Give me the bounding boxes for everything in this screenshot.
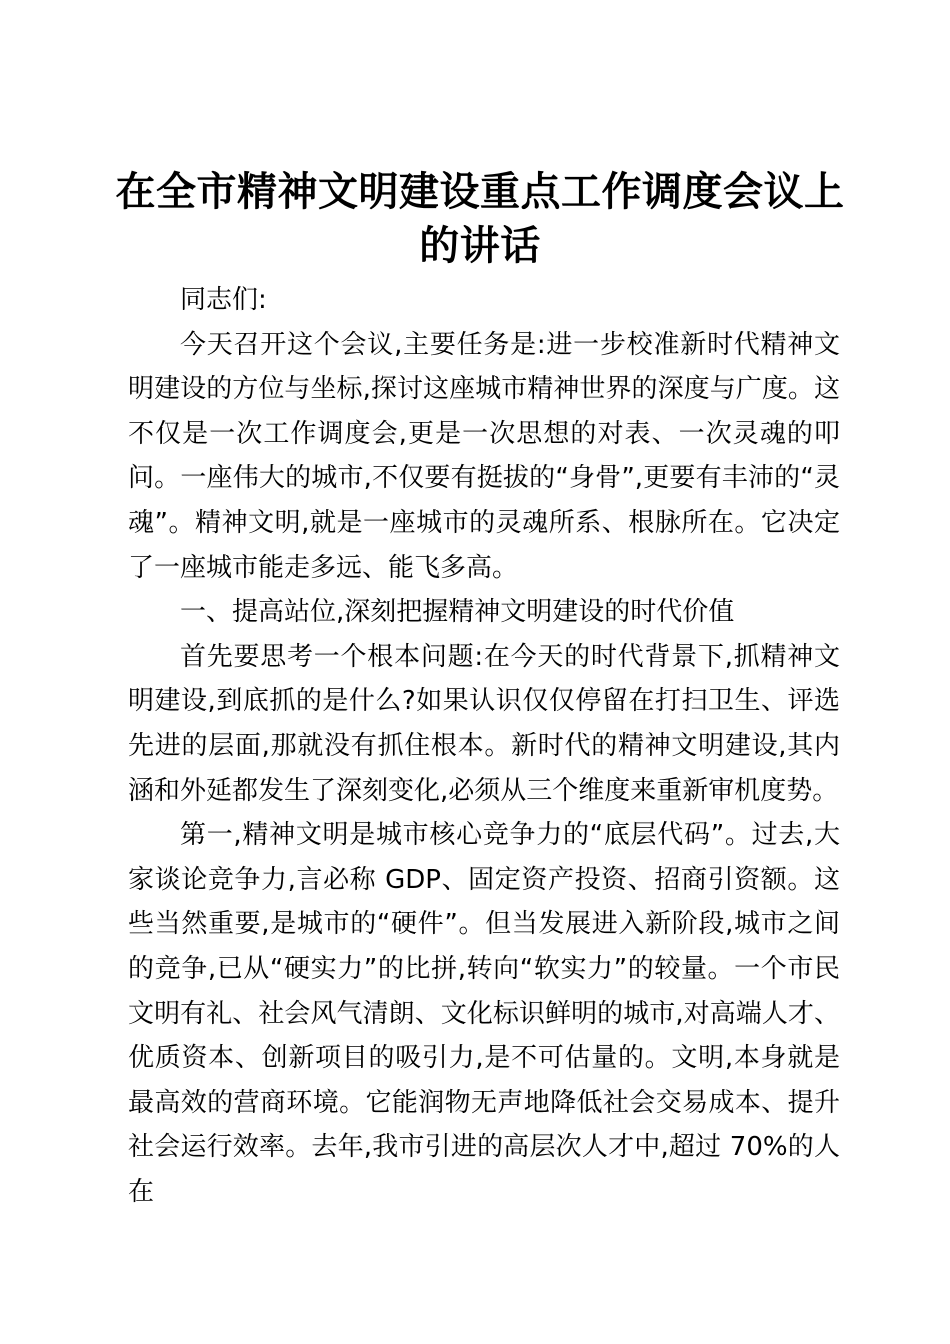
body-paragraph: 第一,精神文明是城市核心竞争力的“底层代码”。过去,大家谈论竞争力,言必称 GDP、固定资产投资、招商引资额。这些当然重要,是城市的“硬件”。但当发展进入新阶段,城市之间的竞争,已从“硬实力”的比拼,转向“软实力”的较量。一个市民文明有礼、社会风气清朗、文化标识鲜明的城市,对高端人才、优质资本、创新项目的吸引力,是不可估量的。文明,本身就是最高效的营商环境。它能润物无声地降低社会交易成本、提升社会运行效率。去年,我市引进的高层次人才中,超过 70%的人在 bbox=[128, 820, 840, 1207]
section-heading: 一、提高站位,深刻把握精神文明建设的时代价值 bbox=[180, 597, 735, 628]
intro-paragraph: 今天召开这个会议,主要任务是:进一步校准新时代精神文明建设的方位与坐标,探讨这座城市精神世界的深度与广度。这不仅是一次工作调度会,更是一次思想的对表、一次灵魂的叩问。一座伟大的城市,不仅要有挺拔的“身骨”,更要有丰沛的“灵魂”。精神文明,就是一座城市的灵魂所系、根脉所在。它决定了一座城市能走多远、能飞多高。 bbox=[128, 329, 840, 583]
document-title: 在全市精神文明建设重点工作调度会议上的讲话 bbox=[115, 169, 845, 269]
body-paragraph: 首先要思考一个根本问题:在今天的时代背景下,抓精神文明建设,到底抓的是什么?如果认识仅仅停留在打扫卫生、评选先进的层面,那就没有抓住根本。新时代的精神文明建设,其内涵和外延都发生了深刻变化,必须从三个维度来重新审机度势。 bbox=[128, 641, 840, 806]
salutation-paragraph: 同志们: bbox=[180, 285, 267, 315]
document-body bbox=[128, 278, 840, 1214]
